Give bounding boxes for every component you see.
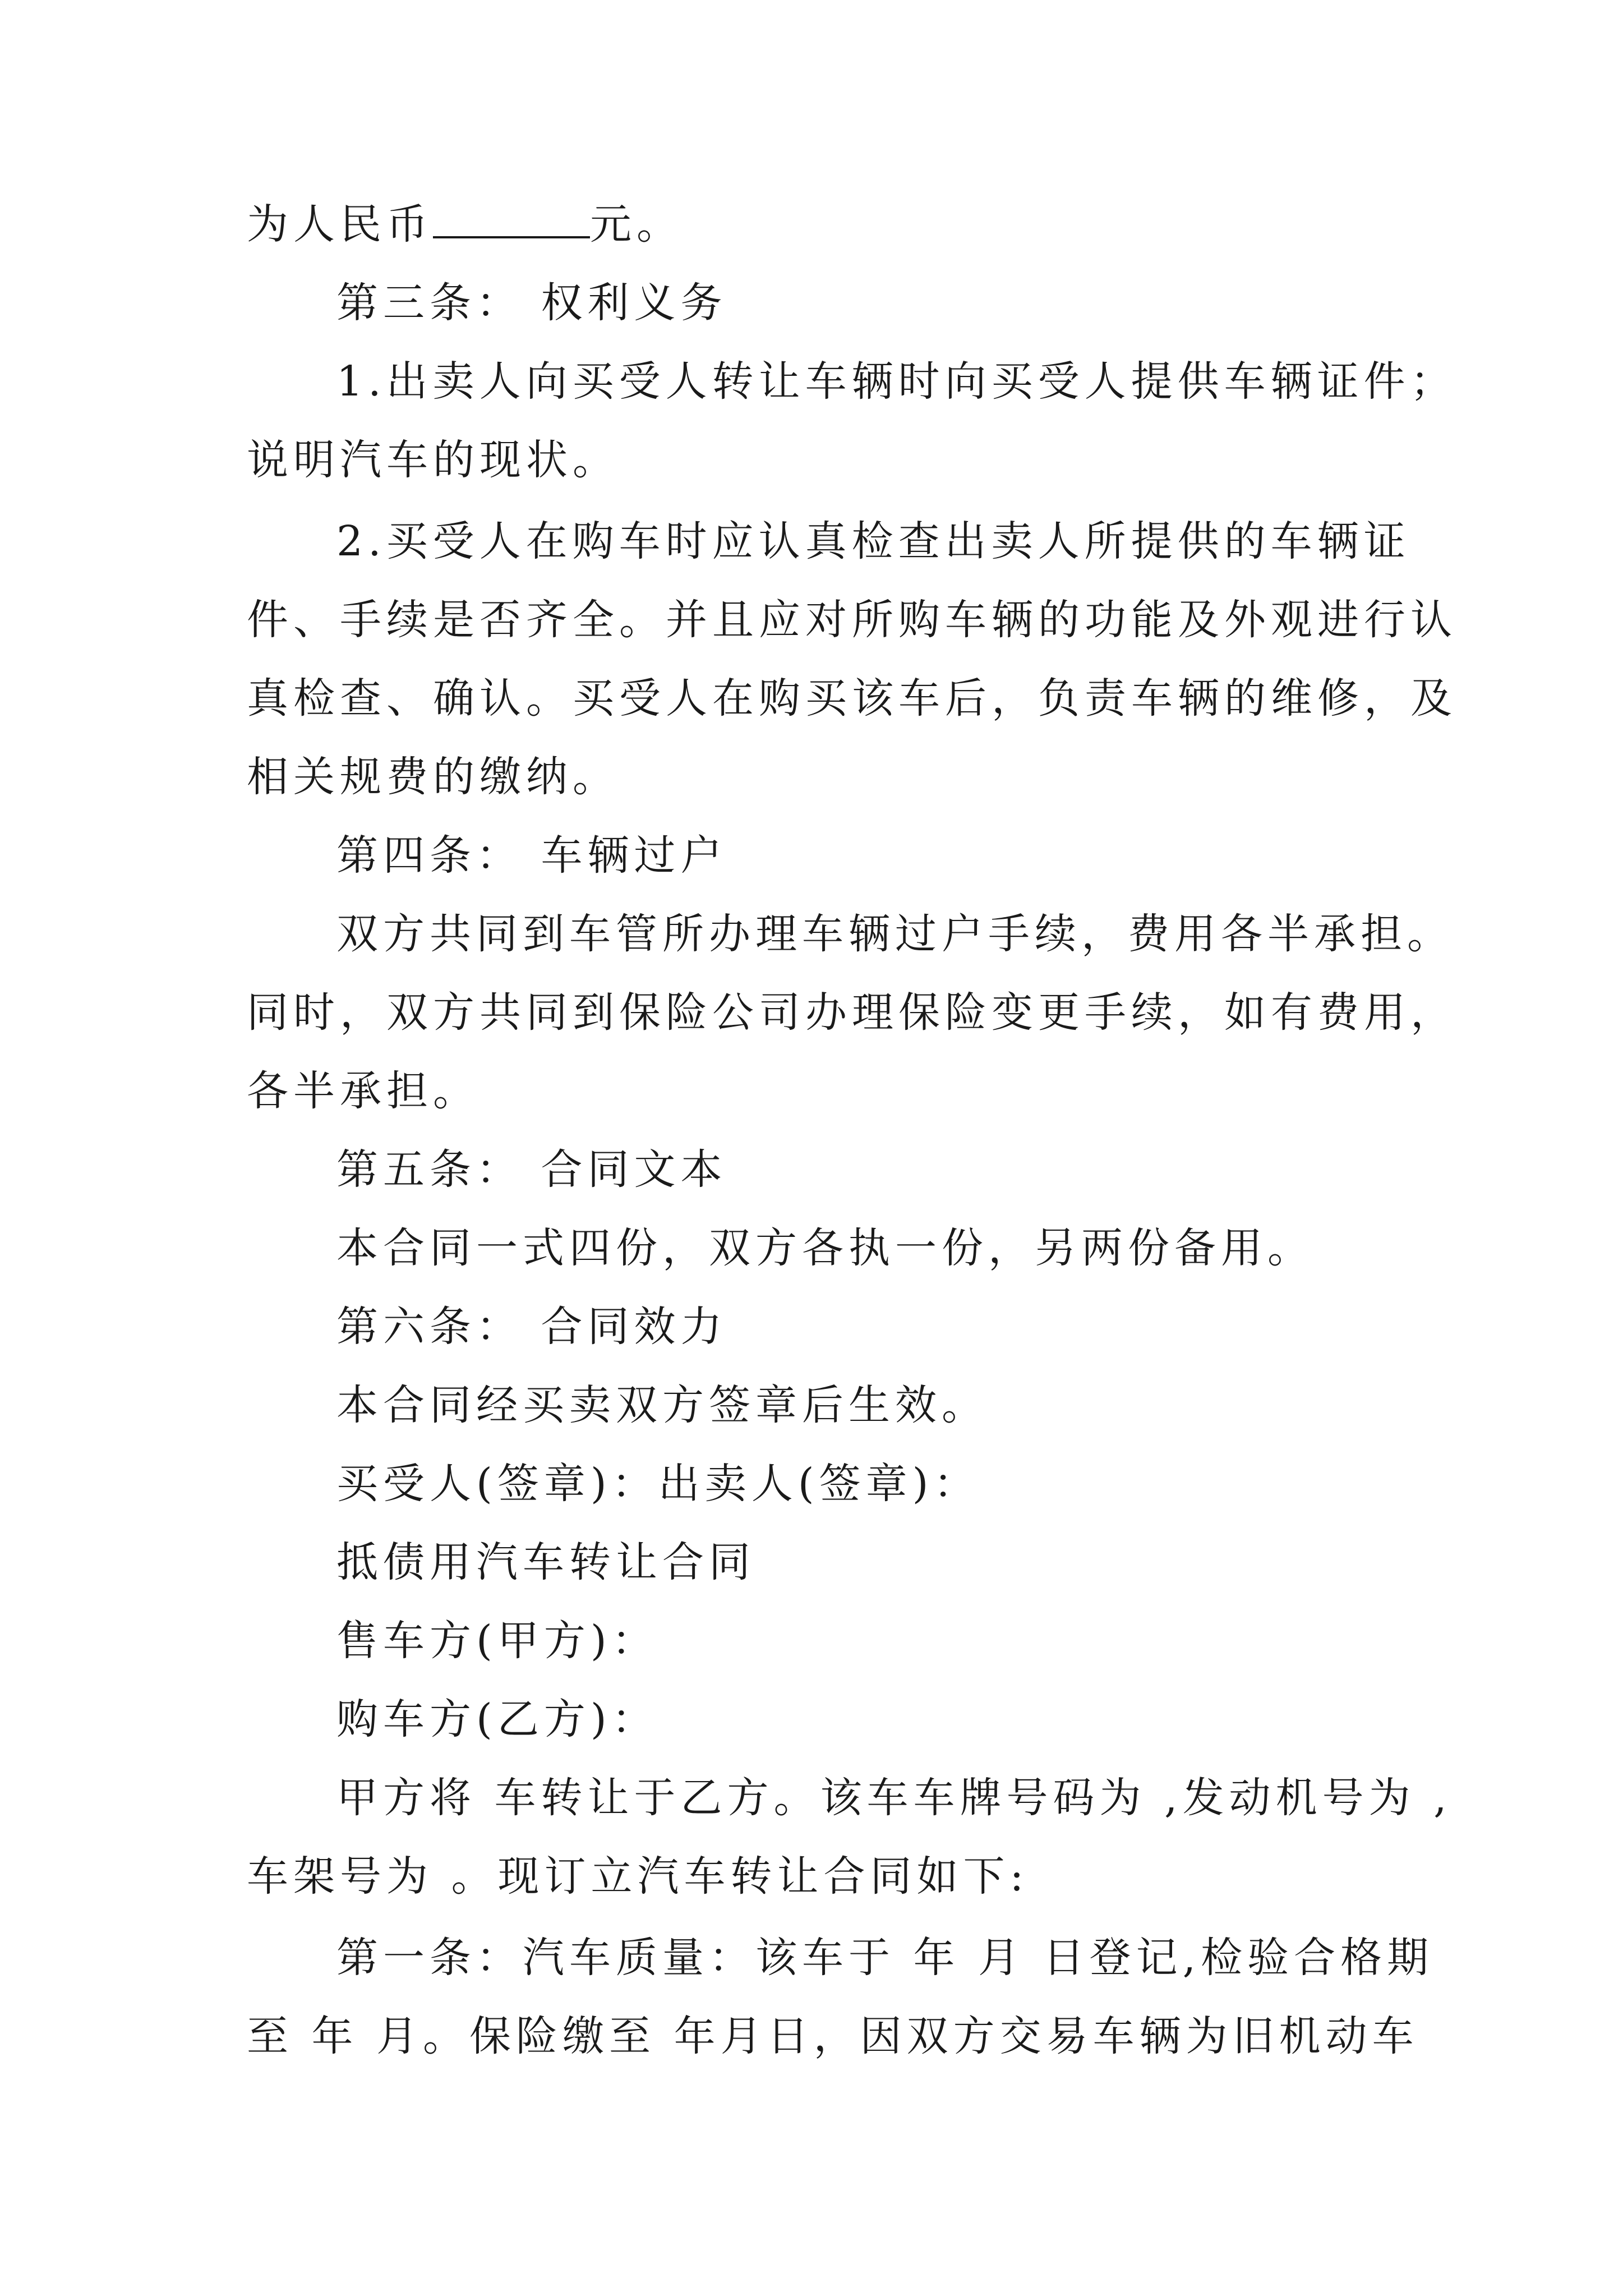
text-line-3: 1.出卖人向买受人转让车辆时向买受人提供车辆证件； <box>336 357 1457 406</box>
signature-line: 买受人(签章)：出卖人(签章)： <box>336 1460 980 1508</box>
text-line-16: 本合同经买卖双方签章后生效。 <box>336 1381 988 1429</box>
text-line-22: 车架号为 。现订立汽车转让合同如下: <box>247 1852 1029 1901</box>
text-line-5: 2.买受人在购车时应认真检查出卖人所提供的车辆证 <box>336 517 1410 565</box>
text-line-12: 各半承担。 <box>247 1067 479 1115</box>
text-line-8: 相关规费的缴纳。 <box>247 753 619 801</box>
article-5-heading: 第五条： 合同文本 <box>336 1145 727 1194</box>
contract-title: 抵债用汽车转让合同 <box>336 1538 755 1586</box>
text-segment: 元。 <box>590 200 683 249</box>
text-line-11: 同时，双方共同到保险公司办理保险变更手续，如有费用， <box>247 988 1457 1037</box>
article-6-heading: 第六条： 合同效力 <box>336 1303 727 1351</box>
article-3-heading: 第三条： 权利义务 <box>336 279 727 327</box>
text-line-10: 双方共同到车管所办理车辆过户手续，费用各半承担。 <box>336 910 1454 958</box>
seller-party-line: 售车方(甲方)： <box>336 1617 658 1665</box>
text-line-4: 说明汽车的现状。 <box>247 436 619 484</box>
blank-field <box>433 199 590 238</box>
text-segment: 为人民币 <box>247 200 433 249</box>
text-line-6: 件、手续是否齐全。并且应对所购车辆的功能及外观进行认 <box>247 596 1457 644</box>
text-line-23: 第一条：汽车质量：该车于 年 月 日登记,检验合格期 <box>336 1934 1434 1982</box>
text-line-7: 真检查、确认。买受人在购买该车后，负责车辆的维修，及 <box>247 674 1457 723</box>
text-line-14: 本合同一式四份，双方各执一份，另两份备用。 <box>336 1224 1314 1272</box>
text-line-1 <box>247 196 683 252</box>
text-line-21: 甲方将 车转让于乙方。该车车牌号码为 ,发动机号为 , <box>336 1774 1452 1822</box>
buyer-party-line: 购车方(乙方)： <box>336 1695 658 1743</box>
article-4-heading: 第四条： 车辆过户 <box>336 831 727 880</box>
text-line-24: 至 年 月。保险缴至 年月日，因双方交易车辆为旧机动车 <box>247 2012 1419 2060</box>
